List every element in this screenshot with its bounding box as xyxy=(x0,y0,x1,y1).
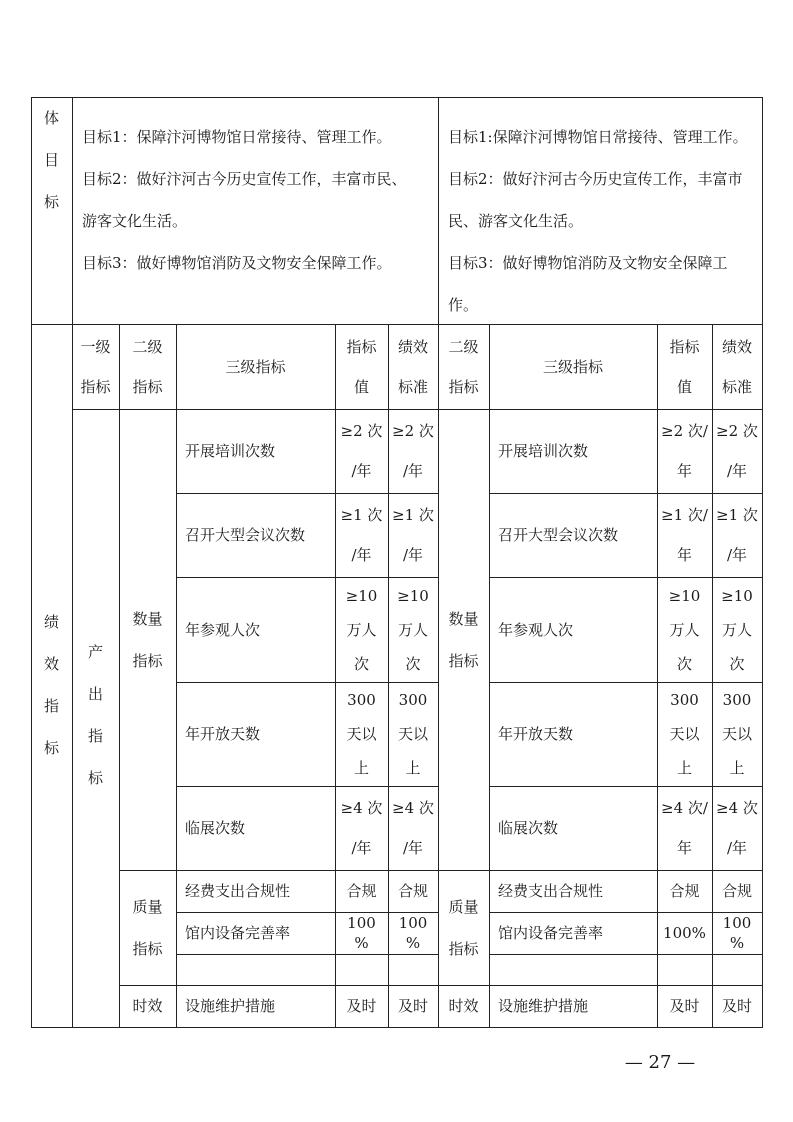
header-level2-right xyxy=(438,324,489,409)
metric-value-right-4-line-2: 天以 xyxy=(669,725,700,743)
metric-standard-left-3-line-3: 次 xyxy=(405,654,421,673)
header-value-left-line-2: 值 xyxy=(353,377,369,396)
perf-label-line-1: 绩 xyxy=(43,613,59,631)
metric-standard-left-5-line-2: /年 xyxy=(402,839,424,857)
metric-standard-right-3-line-2: 万人 xyxy=(721,620,752,639)
metric-standard-right-4-line-3: 上 xyxy=(729,759,745,777)
metric-standard-left-4 xyxy=(388,682,438,786)
header-level2-right-line-2: 指标 xyxy=(448,377,479,396)
goal-right-line-2: 目标2：做好汴河古今历史宣传工作，丰富市 xyxy=(448,170,743,188)
timely-standard-right: 及时 xyxy=(721,997,752,1015)
metric-value-left-5 xyxy=(335,786,388,870)
metric-standard-right-5-line-1: ≥4 次 xyxy=(716,799,758,817)
metric-standard-right-2 xyxy=(712,493,762,577)
goal-right-line-4: 目标3：做好博物馆消防及文物安全保障工 xyxy=(448,254,728,272)
page-number: — 27 — xyxy=(624,1052,696,1073)
metric-value-left-4-line-3: 上 xyxy=(353,759,369,777)
metric-value-right-2-line-1: ≥1 次/ xyxy=(661,506,708,524)
goal-left-line-2: 目标2：做好汴河古今历史宣传工作，丰富市民、 xyxy=(82,170,407,188)
metric-name-left-2: 召开大型会议次数 xyxy=(185,526,306,544)
goals-label-line-2: 目 xyxy=(43,151,59,169)
metric-value-right-2-line-2: 年 xyxy=(676,546,692,564)
header-standard-right xyxy=(712,324,762,409)
metric-standard-right-4-line-2: 天以 xyxy=(721,725,752,743)
output-label-line-2: 出 xyxy=(87,685,103,703)
quality-label-right-line-2: 指标 xyxy=(448,939,479,958)
header-value-right-line-1: 指标 xyxy=(669,337,700,356)
quality-value-left-1-line-1: 合规 xyxy=(346,882,377,900)
metric-value-left-4-line-1: 300 xyxy=(347,691,376,709)
quantity-label-left-line-1: 数量 xyxy=(132,609,163,628)
metric-name-right-3: 年参观人次 xyxy=(498,620,574,639)
metric-standard-left-2 xyxy=(388,493,438,577)
header-value-right xyxy=(657,324,712,409)
quality-value-left-2-line-2: % xyxy=(354,934,369,952)
quality-standard-left-2-line-1: 100 xyxy=(398,914,428,932)
metric-standard-right-5 xyxy=(712,786,762,870)
metric-value-right-4-line-3: 上 xyxy=(676,759,692,777)
quality-name-left-2: 馆内设备完善率 xyxy=(185,924,291,942)
row-8-border-3 xyxy=(388,954,439,986)
header-level2-left-line-2: 指标 xyxy=(132,377,163,396)
metric-value-right-5 xyxy=(657,786,712,870)
metric-value-right-3-line-1: ≥10 xyxy=(668,586,701,605)
quality-label-left-line-2: 指标 xyxy=(132,939,163,958)
quality-label-left xyxy=(119,870,176,985)
header-level3-left: 三级指标 xyxy=(225,357,286,376)
metric-value-right-3-line-3: 次 xyxy=(676,654,692,673)
quantity-label-left xyxy=(119,409,176,870)
metric-value-right-1 xyxy=(657,409,712,493)
row-8-border-1 xyxy=(176,954,336,986)
metric-standard-right-4-line-1: 300 xyxy=(722,691,752,709)
metric-value-left-4-line-2: 天以 xyxy=(346,725,377,743)
timeliness-label-right: 时效 xyxy=(448,997,479,1015)
quantity-label-right-line-1: 数量 xyxy=(448,609,479,628)
goal-right-line-5: 作。 xyxy=(448,296,479,314)
metric-value-left-3 xyxy=(335,577,388,682)
metric-standard-right-1 xyxy=(712,409,762,493)
goal-left-line-1: 目标1：保障汴河博物馆日常接待、管理工作。 xyxy=(82,128,392,146)
metric-standard-right-3-line-3: 次 xyxy=(729,654,745,673)
metric-value-left-1 xyxy=(335,409,388,493)
quality-label-left-line-1: 质量 xyxy=(132,897,163,916)
goal-left-line-3: 游客文化生活。 xyxy=(82,212,188,230)
metric-standard-left-2-line-1: ≥1 次 xyxy=(392,506,434,524)
quality-value-left-2-line-1: 100 xyxy=(347,914,376,932)
header-level1 xyxy=(72,324,119,409)
quality-value-right-2-line-1: 100% xyxy=(663,924,706,942)
metric-name-left-3: 年参观人次 xyxy=(185,620,261,639)
quality-name-right-1: 经费支出合规性 xyxy=(498,882,604,900)
metric-standard-left-3 xyxy=(388,577,438,682)
metric-name-right-5: 临展次数 xyxy=(498,819,559,837)
metric-standard-right-2-line-2: /年 xyxy=(726,546,748,564)
header-value-left-line-1: 指标 xyxy=(346,337,377,356)
output-label-line-1: 产 xyxy=(87,643,103,661)
header-standard-left-line-2: 标准 xyxy=(397,377,428,396)
metric-standard-right-3-line-1: ≥10 xyxy=(721,586,753,605)
timely-standard-left: 及时 xyxy=(397,997,428,1015)
metric-value-left-2-line-2: /年 xyxy=(351,546,372,564)
timely-value-left: 及时 xyxy=(346,997,377,1015)
metric-value-right-5-line-1: ≥4 次/ xyxy=(661,799,708,817)
metric-name-left-5: 临展次数 xyxy=(185,819,246,837)
perf-label-line-3: 指 xyxy=(43,697,59,715)
output-label-line-3: 指 xyxy=(87,727,103,745)
header-standard-right-line-2: 标准 xyxy=(721,377,752,396)
quality-standard-left-1-line-1: 合规 xyxy=(397,882,428,900)
goal-right-line-3: 民、游客文化生活。 xyxy=(448,212,584,230)
row-8-border-4 xyxy=(489,954,658,986)
quality-value-right-1 xyxy=(657,870,712,912)
quality-value-right-2 xyxy=(657,912,712,954)
metric-standard-left-1-line-2: /年 xyxy=(402,462,424,480)
perf-label-line-4: 标 xyxy=(43,739,59,757)
metric-value-right-4 xyxy=(657,682,712,786)
metric-value-right-5-line-2: 年 xyxy=(676,839,692,857)
metric-value-right-3 xyxy=(657,577,712,682)
row-8-border-6 xyxy=(712,954,763,986)
header-value-left xyxy=(335,324,388,409)
quality-standard-right-1 xyxy=(712,870,762,912)
metric-standard-left-2-line-2: /年 xyxy=(402,546,424,564)
metric-standard-right-2-line-1: ≥1 次 xyxy=(716,506,758,524)
goals-label-line-1: 体 xyxy=(43,109,59,127)
metric-standard-left-3-line-2: 万人 xyxy=(397,620,428,639)
row-8-border-5 xyxy=(657,954,713,986)
perf-label-line-2: 效 xyxy=(43,655,59,673)
metric-value-right-2 xyxy=(657,493,712,577)
header-standard-left xyxy=(388,324,438,409)
header-level2-left-line-1: 二级 xyxy=(132,337,163,356)
metric-standard-right-5-line-2: /年 xyxy=(726,839,748,857)
metric-value-left-4 xyxy=(335,682,388,786)
metric-name-left-1: 开展培训次数 xyxy=(185,442,276,460)
metric-value-left-1-line-2: /年 xyxy=(351,462,372,480)
quality-label-right-line-1: 质量 xyxy=(448,897,479,916)
metric-value-right-1-line-2: 年 xyxy=(676,462,692,480)
metric-name-right-1: 开展培训次数 xyxy=(498,442,589,460)
metric-value-left-1-line-1: ≥2 次 xyxy=(340,422,383,440)
quality-name-left-1: 经费支出合规性 xyxy=(185,882,291,900)
timeliness-label-left: 时效 xyxy=(132,997,163,1015)
quality-value-left-2 xyxy=(335,912,388,954)
perf-label xyxy=(31,590,72,780)
metric-standard-left-4-line-1: 300 xyxy=(398,691,428,709)
metric-value-right-4-line-1: 300 xyxy=(670,691,699,709)
header-level2-right-line-1: 二级 xyxy=(448,337,479,356)
quantity-label-right xyxy=(438,409,489,870)
metric-standard-left-4-line-2: 天以 xyxy=(397,725,428,743)
metric-value-left-3-line-3: 次 xyxy=(353,654,369,673)
output-label xyxy=(72,630,119,800)
timely-name-left: 设施维护措施 xyxy=(185,997,276,1015)
metric-standard-right-4 xyxy=(712,682,762,786)
quantity-label-right-line-2: 指标 xyxy=(448,651,479,670)
metric-value-left-3-line-1: ≥10 xyxy=(345,586,378,605)
metric-standard-right-3 xyxy=(712,577,762,682)
header-level1-line-2: 指标 xyxy=(80,377,111,396)
metric-value-left-2 xyxy=(335,493,388,577)
quality-standard-right-2-line-1: 100 xyxy=(722,914,752,932)
row-8-border-2 xyxy=(335,954,389,986)
header-standard-left-line-1: 绩效 xyxy=(397,337,428,356)
timely-name-right: 设施维护措施 xyxy=(498,997,589,1015)
metric-name-left-4: 年开放天数 xyxy=(185,725,261,743)
metric-name-right-4: 年开放天数 xyxy=(498,725,574,743)
metric-value-left-3-line-2: 万人 xyxy=(346,620,377,639)
quantity-label-left-line-2: 指标 xyxy=(132,651,163,670)
metric-value-right-3-line-2: 万人 xyxy=(669,620,700,639)
header-level1-line-1: 一级 xyxy=(80,337,111,356)
quality-standard-left-2-line-2: % xyxy=(405,934,421,952)
metric-standard-right-1-line-2: /年 xyxy=(726,462,748,480)
metric-name-right-2: 召开大型会议次数 xyxy=(498,526,619,544)
header-level3-right: 三级指标 xyxy=(542,357,603,376)
metric-standard-left-4-line-3: 上 xyxy=(405,759,421,777)
quality-standard-right-2-line-2: % xyxy=(729,934,745,952)
quality-standard-right-2 xyxy=(712,912,762,954)
goal-right-line-1: 目标1:保障汴河博物馆日常接待、管理工作。 xyxy=(448,128,748,146)
metric-value-left-5-line-1: ≥4 次 xyxy=(340,799,383,817)
timely-value-right: 及时 xyxy=(669,997,700,1015)
metric-standard-left-3-line-1: ≥10 xyxy=(397,586,429,605)
metric-value-left-2-line-1: ≥1 次 xyxy=(340,506,383,524)
header-level2-left xyxy=(119,324,176,409)
header-standard-right-line-1: 绩效 xyxy=(721,337,752,356)
quality-standard-right-1-line-1: 合规 xyxy=(721,882,752,900)
quality-name-right-2: 馆内设备完善率 xyxy=(498,924,604,942)
metric-standard-left-5-line-1: ≥4 次 xyxy=(392,799,434,817)
quality-value-left-1 xyxy=(335,870,388,912)
quality-standard-left-1 xyxy=(388,870,438,912)
header-value-right-line-2: 值 xyxy=(676,377,692,396)
metric-value-right-1-line-1: ≥2 次/ xyxy=(661,422,708,440)
quality-standard-left-2 xyxy=(388,912,438,954)
quality-label-right xyxy=(438,870,489,985)
metric-standard-left-1 xyxy=(388,409,438,493)
metric-standard-right-1-line-1: ≥2 次 xyxy=(716,422,758,440)
goals-label xyxy=(31,97,72,223)
metric-value-left-5-line-2: /年 xyxy=(351,839,372,857)
goal-left-line-4: 目标3：做好博物馆消防及文物安全保障工作。 xyxy=(82,254,392,272)
metric-standard-left-5 xyxy=(388,786,438,870)
quality-value-right-1-line-1: 合规 xyxy=(669,882,700,900)
goals-label-line-3: 标 xyxy=(43,193,59,211)
metric-standard-left-1-line-1: ≥2 次 xyxy=(392,422,434,440)
output-label-line-4: 标 xyxy=(87,769,103,787)
